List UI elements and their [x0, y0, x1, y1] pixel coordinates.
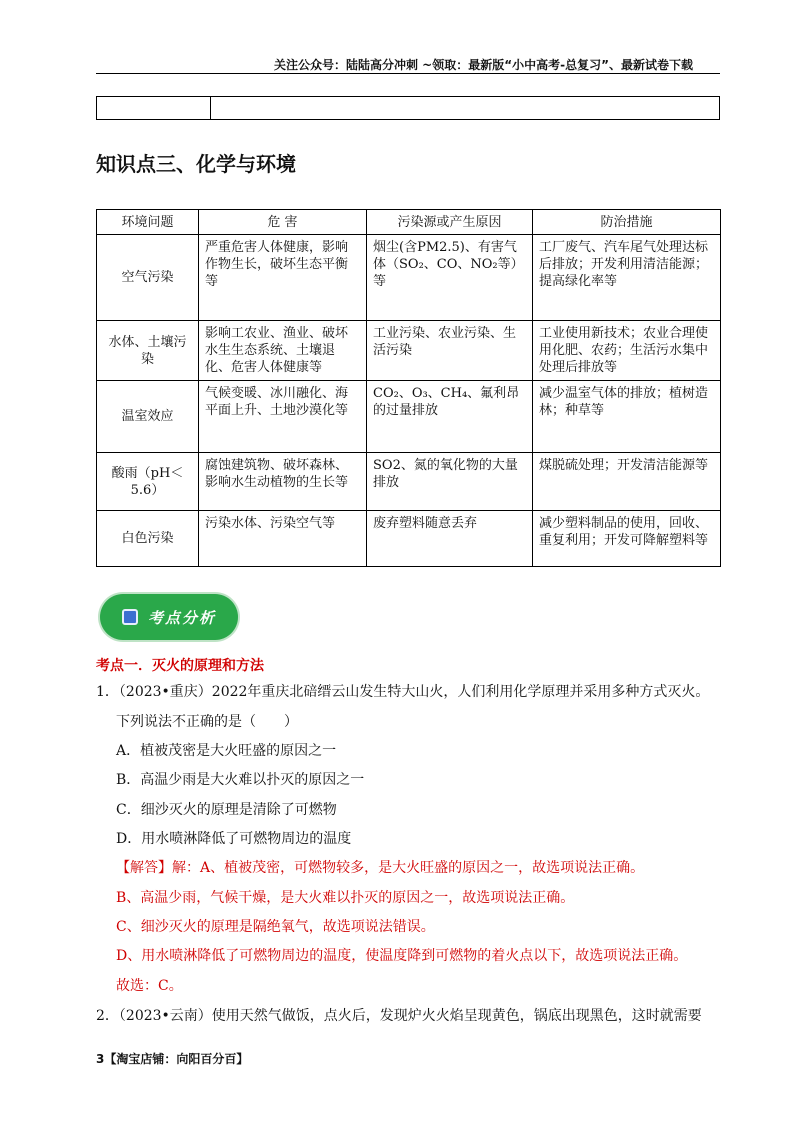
table-cell-measure: 减少温室气体的排放；植树造林；种草等	[533, 381, 721, 453]
page-footer: 3【淘宝店铺：向阳百分百】	[96, 1052, 249, 1066]
table-row	[97, 511, 721, 567]
table-cell-issue: 白色污染	[97, 511, 199, 567]
table-row	[97, 453, 721, 511]
table-cell-issue: 酸雨（pH＜5.6）	[97, 453, 199, 511]
q1-answer-a: 【解答】解：A、植被茂密，可燃物较多，是大火旺盛的原因之一，故选项说法正确。	[116, 860, 645, 876]
q2-stem: 2．（2023•云南）使用天然气做饭，点火后，发现炉火火焰呈现黄色，锅底出现黑色，这时就需要	[96, 1008, 702, 1024]
top-table-fragment	[96, 96, 720, 120]
table-header-cell: 环境问题	[97, 210, 199, 235]
table-cell-measure: 减少塑料制品的使用，回收、重复利用；开发可降解塑料等	[533, 511, 721, 567]
q1-option-d: D．用水喷淋降低了可燃物周边的温度	[116, 831, 352, 847]
kaodian-title: 考点一．灭火的原理和方法	[96, 658, 264, 674]
table-cell-harm: 腐蚀建筑物、破坏森林、影响水生动植物的生长等	[199, 453, 367, 511]
analysis-badge-label: 考点分析	[148, 608, 217, 627]
table-header-cell: 污染源或产生原因	[367, 210, 533, 235]
table-cell-cause: 废弃塑料随意丢弃	[367, 511, 533, 567]
table-cell-harm: 严重危害人体健康，影响作物生长，破坏生态平衡等	[199, 235, 367, 321]
table-cell-measure: 工业使用新技术；农业合理使用化肥、农药；生活污水集中处理后排放等	[533, 321, 721, 381]
section-title: 知识点三、化学与环境	[96, 152, 296, 176]
table-cell-cause: SO2、氮的氧化物的大量排放	[367, 453, 533, 511]
q1-answer-d: D、用水喷淋降低了可燃物周边的温度，使温度降到可燃物的着火点以下，故选项说法正确。	[116, 948, 688, 964]
table-row	[97, 235, 721, 321]
table-cell-issue: 空气污染	[97, 235, 199, 321]
q1-option-a: A．植被茂密是大火旺盛的原因之一	[116, 743, 337, 759]
table-cell-harm: 污染水体、污染空气等	[199, 511, 367, 567]
table-cell-measure: 煤脱硫处理；开发清洁能源等	[533, 453, 721, 511]
table-row	[97, 381, 721, 453]
table-cell-measure: 工厂废气、汽车尾气处理达标后排放；开发利用清洁能源；提高绿化率等	[533, 235, 721, 321]
page-header-text: 关注公众号：陆陆高分冲刺 ~领取：最新版“小中高考-总复习”、最新试卷下载	[274, 58, 693, 72]
table-header-row	[97, 210, 721, 235]
q1-stem-question: 下列说法不正确的是（ ）	[116, 714, 298, 730]
q1-stem: 1．（2023•重庆）2022年重庆北碚缙云山发生特大山火，人们利用化学原理并采用多种方式灭火。	[96, 684, 710, 700]
table-cell-cause: 烟尘(含PM2.5)、有害气体（SO₂、CO、NO₂等）等	[367, 235, 533, 321]
table-cell-harm: 气候变暖、冰川融化、海平面上升、土地沙漠化等	[199, 381, 367, 453]
notebook-icon	[122, 609, 138, 625]
table-header-cell: 危 害	[199, 210, 367, 235]
q1-answer-c: C、细沙灭火的原理是隔绝氧气，故选项说法错误。	[116, 919, 435, 935]
q1-option-b: B．高温少雨是大火难以扑灭的原因之一	[116, 772, 365, 788]
table-row	[97, 321, 721, 381]
table-cell-issue: 水体、土壤污染	[97, 321, 199, 381]
top-table-divider	[210, 97, 211, 119]
q1-answer-b: B、高温少雨，气候干燥，是大火难以扑灭的原因之一，故选项说法正确。	[116, 890, 575, 906]
analysis-badge	[100, 594, 238, 640]
q1-answer-choice: 故选：C。	[116, 978, 183, 994]
table-cell-harm: 影响工农业、渔业、破坏水生生态系统、土壤退化、危害人体健康等	[199, 321, 367, 381]
table-cell-cause: 工业污染、农业污染、生活污染	[367, 321, 533, 381]
header-rule	[96, 73, 720, 74]
table-cell-cause: CO₂、O₃、CH₄、氟利昂的过量排放	[367, 381, 533, 453]
table-header-cell: 防治措施	[533, 210, 721, 235]
table-cell-issue: 温室效应	[97, 381, 199, 453]
environment-table	[96, 209, 721, 567]
q1-option-c: C．细沙灭火的原理是清除了可燃物	[116, 802, 337, 818]
